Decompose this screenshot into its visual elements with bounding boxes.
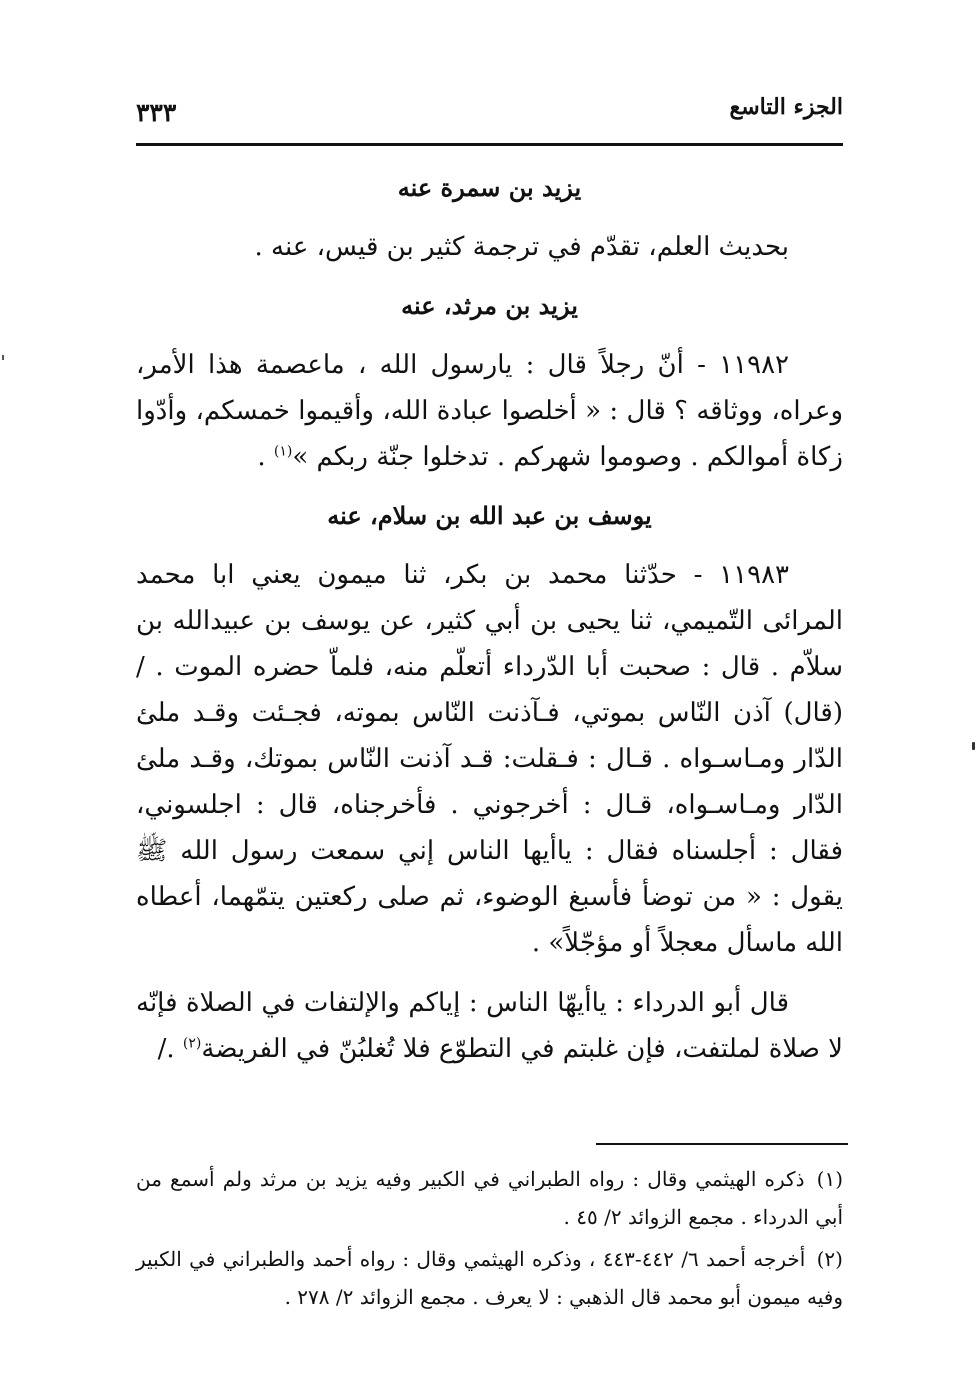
- paragraph-end: .: [257, 442, 274, 472]
- header-rule: [136, 143, 843, 146]
- section-title: يزيد بن مرثد، عنه: [401, 291, 578, 320]
- paragraph: بحديث العلم، تقدّم في ترجمة كثير بن قيس، عنه .: [254, 232, 789, 262]
- footnote: [136, 1240, 843, 1316]
- page-header: [136, 84, 843, 144]
- footnote-ref: (١): [273, 443, 293, 460]
- footnotes: [136, 1160, 843, 1320]
- footnote-text: ذكره الهيثمي وقال : رواه الطبراني في الكبير وفيه يزيد بن مرثد ولم أسمع من أبي الدرداء . مجمع الزوائد ٢/ ٤٥ .: [136, 1167, 843, 1229]
- paragraph-text: قال أبو الدرداء : ياأيهّا الناس : إياكم والإلتفات في الصلاة فإنّه لا صلاة لملتفت، فإن غلبتم في التطوّع فلا تُغلبُنّ في الفريضة: [136, 988, 843, 1064]
- paragraph: [136, 342, 843, 480]
- paragraph: [136, 980, 843, 1072]
- footnote-number: (٢): [816, 1247, 843, 1271]
- paragraph: ١١٩٨٣ - حدّثنا محمد بن بكر، ثنا ميمون يعني ابا محمد المرائى التّميمي، ثنا يحيى بن أبي كثير، عن يوسف بن عبيدالله بن سلاّم . قال : صحبت أبا الدّرداء أتعلّم منه، فلماّ حضره الموت . / (قال) آذن النّاس بموتي، فـآذنت النّاس بموته، فجـئت وقـد ملئ الدّار ومـاسـواه . قـال : فـقلت: قـد آذنت النّاس بموتك، وقـد ملئ الدّار ومـاسـواه، قـال : أخرجوني . فأخرجناه، قال : اجلسوني، فقال : أجلسناه فقال : ياأيها الناس إني سمعت رسول الله ﷺ يقول : « من توضأ فأسبغ الوضوء، ثم صلى ركعتين يتمّهما، أعطاه الله ماسأل معجلاً أو مؤجّلاً» .: [136, 560, 843, 958]
- footnote-number: (١): [816, 1167, 843, 1191]
- paragraph-text: ١١٩٨٢ - أنّ رجلاً قال : يارسول الله ، ماعصمة هذا الأمر، وعراه، ووثاقه ؟ قال : « أخلصوا عبادة الله، وأقيموا خمسكم، وأدّوا زكاة أموالكم . وصوموا شهركم . تدخلوا جنّة ربكم »: [136, 350, 843, 472]
- scan-edge-mark: [2, 355, 4, 360]
- running-head: الجزء التاسع: [729, 94, 843, 120]
- footnote-ref: (٢): [182, 1035, 202, 1052]
- footnote-rule: [596, 1143, 848, 1145]
- main-text: [136, 160, 843, 1086]
- scan-edge-mark: [972, 742, 975, 750]
- footnote: [136, 1160, 843, 1236]
- section-title: يوسف بن عبد الله بن سلام، عنه: [327, 501, 652, 530]
- section-title: يزيد بن سمرة عنه: [397, 173, 582, 202]
- page-number: ٣٣٣: [136, 98, 177, 127]
- paragraph-end: ./: [157, 1034, 183, 1064]
- footnote-text: أخرجه أحمد ٦/ ٤٤٢-٤٤٣ ، وذكره الهيثمي وقال : رواه أحمد والطبراني في الكبير وفيه ميمون أبو محمد قال الذهبي : لا يعرف . مجمع الزوائد ٢/ ٢٧٨ .: [136, 1247, 843, 1309]
